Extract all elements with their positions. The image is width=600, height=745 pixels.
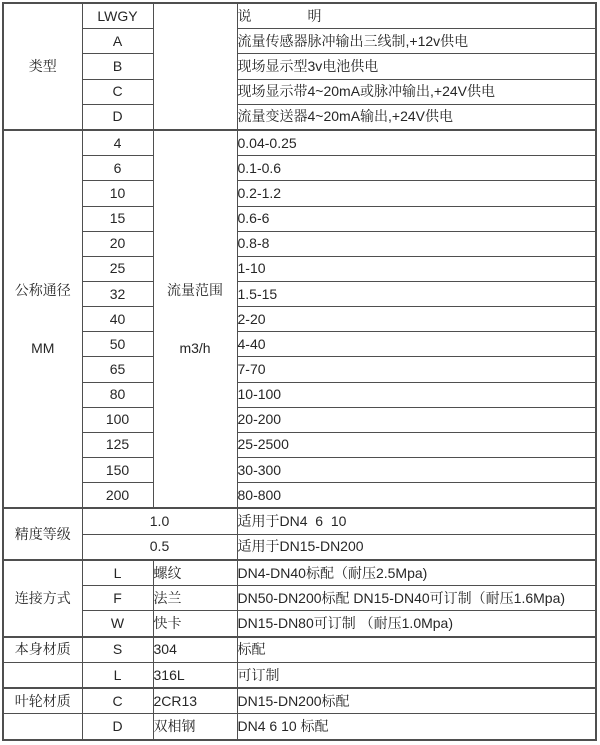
dn-cell: 40 — [82, 307, 153, 332]
type-code-cell: B — [82, 54, 153, 79]
impeller-material-empty-label-cell — [3, 714, 82, 740]
body-material-name-cell: 316L — [153, 662, 237, 688]
dn-cell: 80 — [82, 382, 153, 407]
table-row — [3, 181, 596, 206]
dn-cell: 50 — [82, 332, 153, 357]
dn-cell: 4 — [82, 130, 153, 156]
table-row — [3, 156, 596, 181]
dn-cell: 32 — [82, 281, 153, 306]
accuracy-desc-cell: 适用于DN4 6 10 — [237, 508, 596, 534]
type-section-label: 类型 — [3, 3, 82, 130]
connection-desc-cell: DN4-DN40标配（耐压2.5Mpa) — [237, 560, 596, 586]
dn-cell: 20 — [82, 231, 153, 256]
table-row — [3, 457, 596, 482]
table-row — [3, 560, 596, 586]
range-cell: 20-200 — [237, 407, 596, 432]
accuracy-value-cell: 0.5 — [82, 534, 237, 560]
dn-cell: 6 — [82, 156, 153, 181]
body-material-empty-label-cell — [3, 662, 82, 688]
connection-name-cell: 法兰 — [153, 586, 237, 611]
dn-cell: 125 — [82, 432, 153, 457]
table-row — [3, 407, 596, 432]
dn-cell: 65 — [82, 357, 153, 382]
range-cell: 25-2500 — [237, 432, 596, 457]
dn-cell: 100 — [82, 407, 153, 432]
range-cell: 0.6-6 — [237, 206, 596, 231]
table-row — [3, 104, 596, 130]
dn-cell: 25 — [82, 256, 153, 281]
table-row — [3, 79, 596, 104]
dn-cell: 200 — [82, 483, 153, 509]
connection-name-cell: 螺纹 — [153, 560, 237, 586]
type-desc-cell: 现场显示带4~20mA或脉冲输出,+24V供电 — [237, 79, 596, 104]
impeller-material-desc-cell: DN15-DN200标配 — [237, 688, 596, 714]
dn-cell: 10 — [82, 181, 153, 206]
table-row — [3, 508, 596, 534]
accuracy-desc-cell: 适用于DN15-DN200 — [237, 534, 596, 560]
range-cell: 4-40 — [237, 332, 596, 357]
diameter-label-line2: MM — [31, 340, 55, 357]
impeller-material-code-cell: C — [82, 688, 153, 714]
range-cell: 1.5-15 — [237, 281, 596, 306]
table-row — [3, 382, 596, 407]
connection-code-cell: W — [82, 611, 153, 637]
range-cell: 1-10 — [237, 256, 596, 281]
impeller-material-section-label: 叶轮材质 — [3, 688, 82, 714]
table-row — [3, 714, 596, 740]
range-cell: 0.8-8 — [237, 231, 596, 256]
diameter-label-line1: 公称通径 — [14, 282, 71, 299]
impeller-material-name-cell: 2CR13 — [153, 688, 237, 714]
body-material-desc-cell: 标配 — [237, 637, 596, 663]
connection-desc-cell: DN50-DN200标配 DN15-DN40可订制（耐压1.6Mpa) — [237, 586, 596, 611]
table-row — [3, 206, 596, 231]
type-desc-cell: 流量传感器脉冲输出三线制,+12v供电 — [237, 29, 596, 54]
table-row — [3, 662, 596, 688]
range-cell: 10-100 — [237, 382, 596, 407]
range-cell: 0.04-0.25 — [237, 130, 596, 156]
table-row — [3, 307, 596, 332]
type-desc-cell: 现场显示型3v电池供电 — [237, 54, 596, 79]
range-cell: 30-300 — [237, 457, 596, 482]
table-row — [3, 256, 596, 281]
accuracy-value-cell: 1.0 — [82, 508, 237, 534]
flow-range-label-line1: 流量范围 — [167, 282, 223, 299]
model-header-cell: LWGY — [82, 3, 153, 29]
flow-range-label-line2: m3/h — [179, 340, 211, 357]
type-desc-cell: 流量变送器4~20mA输出,+24V供电 — [237, 104, 596, 130]
table-row — [3, 281, 596, 306]
range-cell: 2-20 — [237, 307, 596, 332]
table-row — [3, 357, 596, 382]
desc-header-cell: 说 明 — [237, 3, 596, 29]
range-cell: 0.1-0.6 — [237, 156, 596, 181]
impeller-material-desc-cell: DN4 6 10 标配 — [237, 714, 596, 740]
body-material-code-cell: L — [82, 662, 153, 688]
table-row — [3, 534, 596, 560]
table-row — [3, 54, 596, 79]
body-material-name-cell: 304 — [153, 637, 237, 663]
body-material-section-label: 本身材质 — [3, 637, 82, 663]
connection-code-cell: F — [82, 586, 153, 611]
connection-section-label: 连接方式 — [3, 560, 82, 637]
body-material-desc-cell: 可订制 — [237, 662, 596, 688]
table-row — [3, 130, 596, 156]
table-row — [3, 611, 596, 637]
impeller-material-name-cell: 双相钢 — [153, 714, 237, 740]
table-row — [3, 637, 596, 663]
range-cell: 80-800 — [237, 483, 596, 509]
body-material-code-cell: S — [82, 637, 153, 663]
dn-cell: 150 — [82, 457, 153, 482]
table-row — [3, 688, 596, 714]
table-row — [3, 332, 596, 357]
accuracy-section-label: 精度等级 — [3, 508, 82, 560]
type-code-cell: C — [82, 79, 153, 104]
impeller-material-code-cell: D — [82, 714, 153, 740]
table-row — [3, 231, 596, 256]
header-row — [3, 3, 596, 29]
type-code-cell: D — [82, 104, 153, 130]
connection-desc-cell: DN15-DN80可订制 （耐压1.0Mpa) — [237, 611, 596, 637]
table-row — [3, 586, 596, 611]
flow-range-label — [153, 130, 237, 508]
dn-cell: 15 — [82, 206, 153, 231]
type-code-cell: A — [82, 29, 153, 54]
connection-name-cell: 快卡 — [153, 611, 237, 637]
flowmeter-spec-table — [2, 2, 597, 741]
table-row — [3, 29, 596, 54]
connection-code-cell: L — [82, 560, 153, 586]
diameter-section-label — [3, 130, 82, 508]
range-cell: 7-70 — [237, 357, 596, 382]
range-cell: 0.2-1.2 — [237, 181, 596, 206]
table-row — [3, 483, 596, 509]
type-empty-cell — [153, 3, 237, 130]
table-row — [3, 432, 596, 457]
